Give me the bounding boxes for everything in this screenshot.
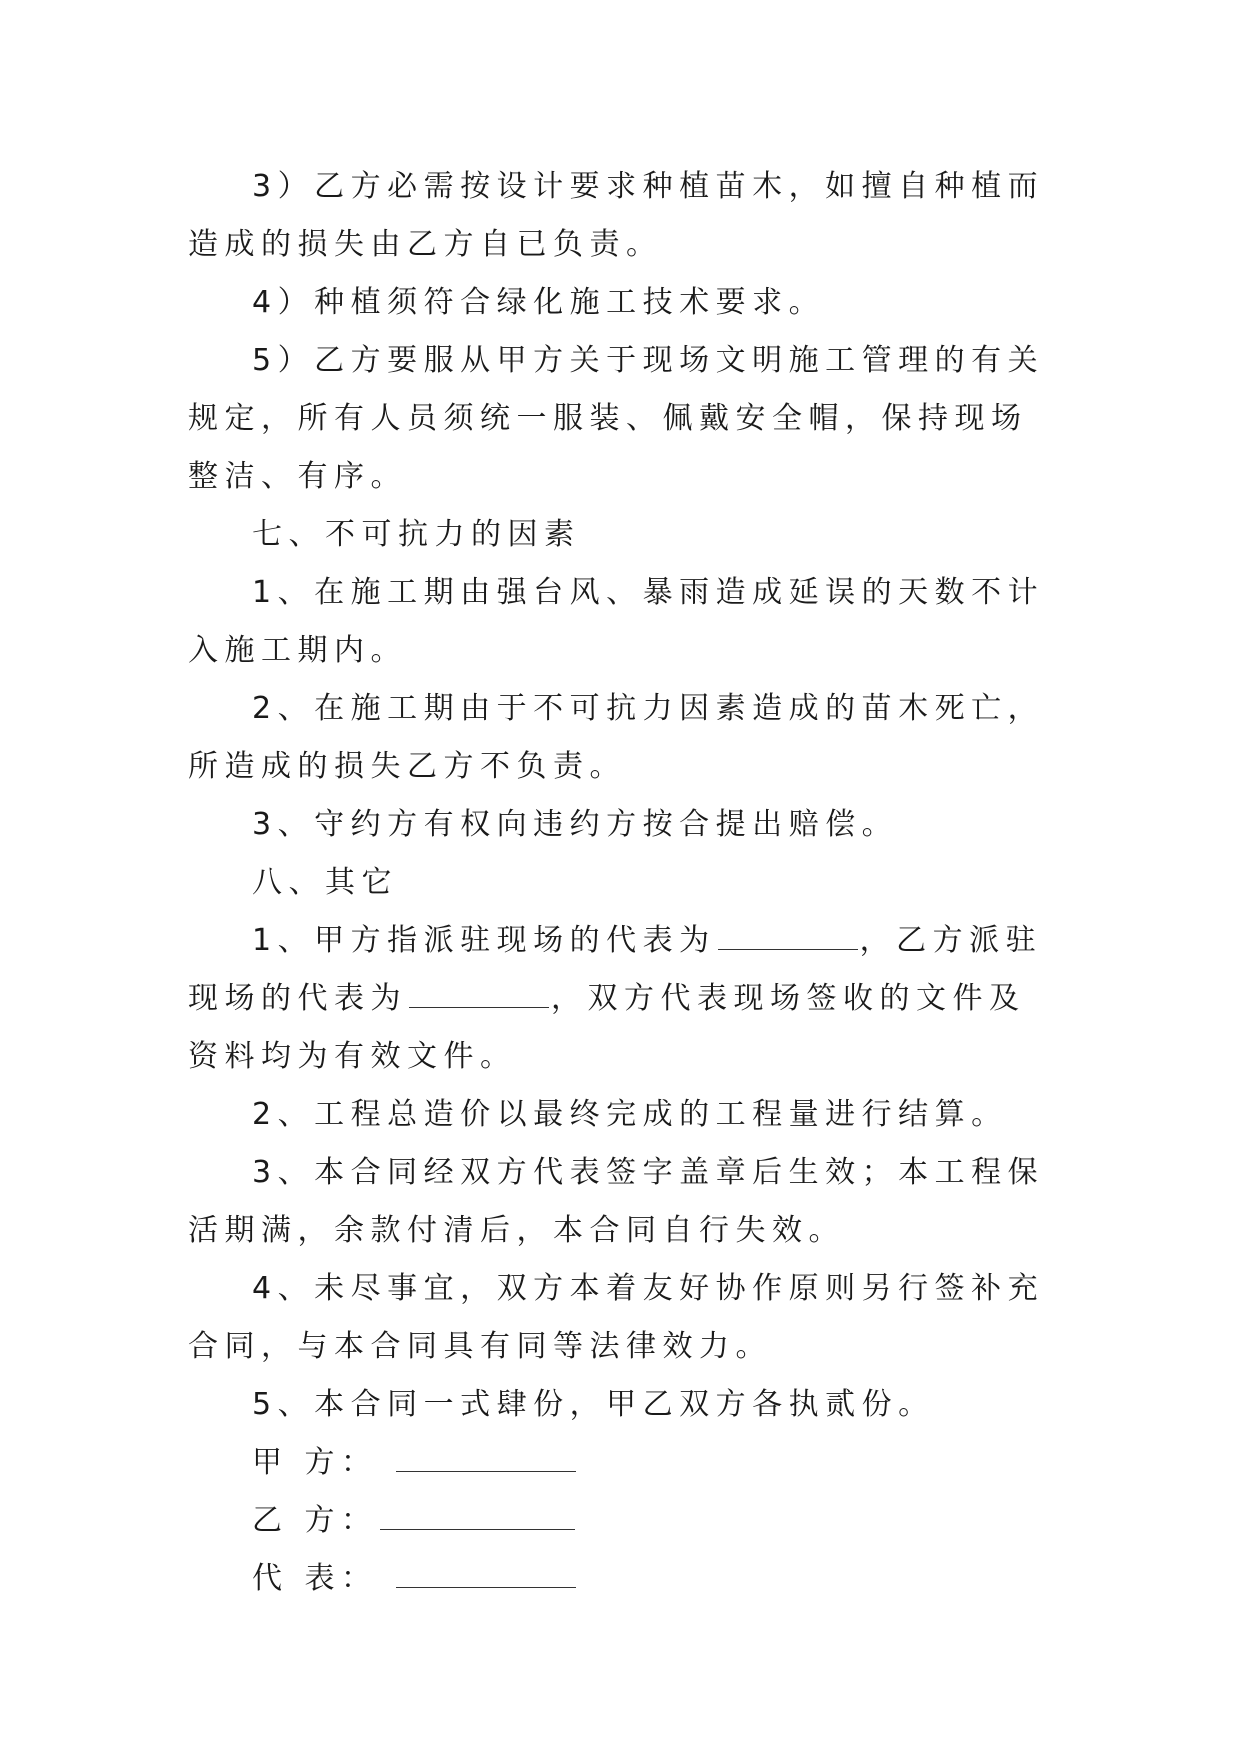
clause-5: 5）乙方要服从甲方关于现场文明施工管理的有关规定，所有人员须统一服装、佩戴安全帽，保持现场整洁、有序。 bbox=[188, 343, 1045, 494]
signature-representative-line bbox=[396, 1563, 576, 1588]
force-majeure-item-3: 3、守约方有权向违约方按合提出赔偿。 bbox=[252, 807, 899, 842]
force-majeure-item-2: 2、在施工期由于不可抗力因素造成的苗木死亡，所造成的损失乙方不负责。 bbox=[188, 691, 1045, 784]
rep-clause-part2: ，乙方派驻现场的代表为 bbox=[188, 923, 1043, 1016]
other-item-3: 3、本合同经双方代表签字盖章后生效；本工程保活期满，余款付清后，本合同自行失效。 bbox=[188, 1155, 1045, 1248]
signature-party-a bbox=[188, 1434, 1058, 1492]
signature-party-b-line bbox=[380, 1505, 575, 1530]
signature-party-b-label: 乙 方： bbox=[252, 1503, 378, 1538]
signature-party-a-label: 甲 方： bbox=[252, 1445, 378, 1480]
party-a-representative-blank bbox=[718, 925, 858, 950]
signature-representative bbox=[188, 1550, 1058, 1608]
party-b-representative-blank bbox=[409, 983, 549, 1008]
force-majeure-item-1: 1、在施工期由强台风、暴雨造成延误的天数不计入施工期内。 bbox=[188, 575, 1045, 668]
other-item-4: 4、未尽事宜，双方本着友好协作原则另行签补充合同，与本合同具有同等法律效力。 bbox=[188, 1271, 1045, 1364]
other-item-2: 2、工程总造价以最终完成的工程量进行结算。 bbox=[252, 1097, 1008, 1132]
signature-party-a-line bbox=[396, 1447, 576, 1472]
representative-clause bbox=[188, 912, 1058, 1086]
rep-clause-part1: 1、甲方指派驻现场的代表为 bbox=[252, 923, 716, 958]
section-heading-force-majeure: 七、不可抗力的因素 bbox=[252, 517, 581, 552]
section-heading-other: 八、其它 bbox=[252, 865, 398, 900]
rep-clause-part3: ，双方代表现场签收的文件及资料均为有效文件。 bbox=[188, 981, 1026, 1074]
document-body bbox=[188, 158, 1058, 1608]
signature-representative-label: 代 表： bbox=[252, 1561, 378, 1596]
clause-4: 4）种植须符合绿化施工技术要求。 bbox=[252, 285, 826, 320]
clause-3: 3）乙方必需按设计要求种植苗木，如擅自种植而造成的损失由乙方自已负责。 bbox=[188, 169, 1045, 262]
other-item-5: 5、本合同一式肆份，甲乙双方各执贰份。 bbox=[252, 1387, 935, 1422]
signature-party-b bbox=[188, 1492, 1058, 1550]
